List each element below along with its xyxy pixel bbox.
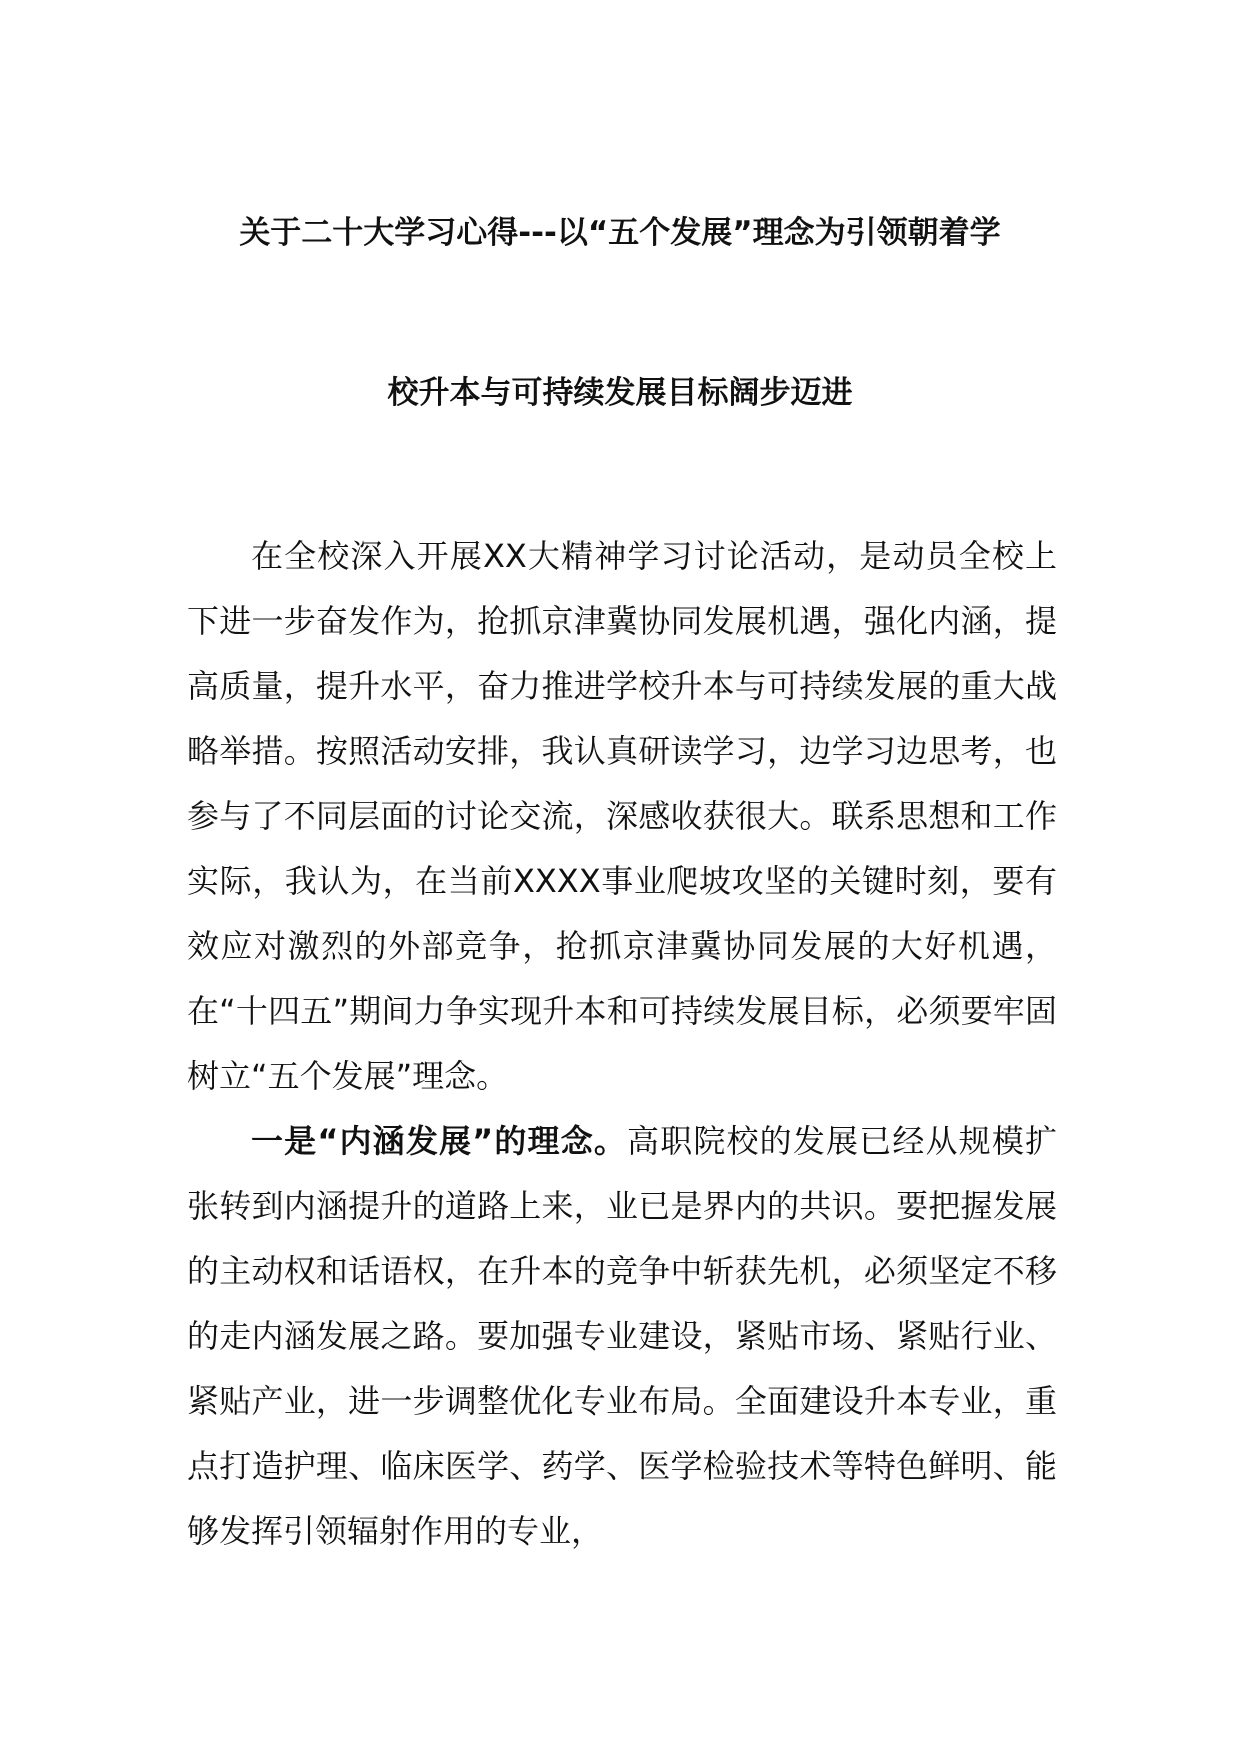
document-title-line-2: 校升本与可持续发展目标阔步迈进 <box>387 375 853 411</box>
paragraph-2-lead: 一是“内涵发展”的理念。 <box>251 1122 628 1160</box>
paragraph-1 <box>187 524 1057 1109</box>
document-title-line-1: 关于二十大学习心得---以“五个发展”理念为引领朝着学 <box>239 215 1001 251</box>
paragraph-2 <box>187 1109 1057 1564</box>
paragraph-1-text: 在全校深入开展XX大精神学习讨论活动，是动员全校上下进一步奋发作为，抢抓京津冀协同发展机遇，强化内涵，提高质量，提升水平，奋力推进学校升本与可持续发展的重大战略举措。按照活动安排，我认真研读学习，边学习边思考，也参与了不同层面的讨论交流，深感收获很大。联系思想和工作实际，我认为，在当前XXXX事业爬坡攻坚的关键时刻，要有效应对激烈的外部竞争，抢抓京津冀协同发展的大好机遇，在“十四五”期间力争实现升本和可持续发展目标，必须要牢固树立“五个发展”理念。 <box>187 537 1057 1095</box>
paragraph-2-text: 高职院校的发展已经从规模扩张转到内涵提升的道路上来，业已是界内的共识。要把握发展的主动权和话语权，在升本的竞争中斩获先机，必须坚定不移的走内涵发展之路。要加强专业建设，紧贴市场、紧贴行业、紧贴产业，进一步调整优化专业布局。全面建设升本专业，重点打造护理、临床医学、药学、医学检验技术等特色鲜明、能够发挥引领辐射作用的专业， <box>187 1122 1057 1550</box>
document-body <box>187 524 1057 1564</box>
